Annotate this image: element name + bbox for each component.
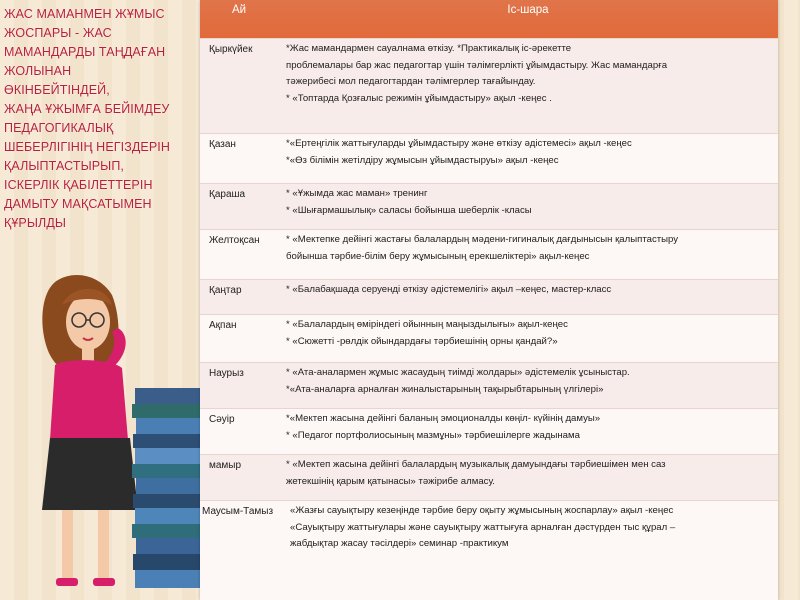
teacher-with-books-illustration <box>0 260 205 600</box>
activity-cell <box>278 134 778 183</box>
activity-line: жабдықтар жасау тәсілдері» семинар -практикум <box>290 538 509 549</box>
page-title <box>0 0 200 233</box>
month-cell: Қаңтар <box>209 285 242 296</box>
table-row <box>200 229 778 279</box>
title-line: ЖАҢА ҰЖЫМҒА БЕЙІМДЕУ <box>4 102 170 116</box>
activity-line: * «Топтарда Қозғалыс режимін ұйымдастыру» ақыл -кеңес . <box>286 92 552 104</box>
table-row <box>200 500 778 600</box>
title-line: ПЕДАГОГИКАЛЫҚ <box>4 121 114 135</box>
activity-cell <box>288 501 778 600</box>
month-cell: Желтоқсан <box>209 235 260 246</box>
title-line: ЖОЛЫНАН <box>4 64 72 78</box>
table-row <box>200 454 778 500</box>
activity-line: «Сауықтыру жаттығулары және сауықтыру жаттығуға арналған дәстүрден тыс құрал – <box>290 521 676 533</box>
activity-cell <box>278 39 778 133</box>
activity-cell <box>278 230 778 279</box>
title-line: ҚҰРЫЛДЫ <box>4 216 67 230</box>
activity-line: *Жас мамандармен сауалнама өткізу. *Практикалық іс-әрекетте <box>286 43 572 54</box>
activity-cell <box>278 409 778 454</box>
month-cell: Ақпан <box>209 320 237 331</box>
table-row <box>200 38 778 133</box>
month-cell: Қазан <box>209 139 236 150</box>
month-cell: мамыр <box>209 460 242 471</box>
activity-cell <box>278 184 778 229</box>
title-line: ШЕБЕРЛІГІНІҢ НЕГІЗДЕРІН <box>4 140 170 154</box>
activity-line: * «Мектепке дейінгі жастағы балалардың мәдени-гигиналық дағдынысын қалыптастыру <box>286 234 679 245</box>
month-cell: Қараша <box>209 189 246 200</box>
activity-line: *«Ата-аналарға арналған жиналыстарының тақырыбтарының үлгілері» <box>286 383 604 395</box>
title-line: ДАМЫТУ МАҚСАТЫМЕН <box>4 197 152 211</box>
activity-line: «Жазғы сауықтыру кезеңінде тәрбие беру оқыту жұмысының жоспарлау» ақыл -кеңес <box>290 505 674 516</box>
activity-cell <box>278 363 778 408</box>
table-row <box>200 314 778 362</box>
month-cell: Маусым-Тамыз <box>202 506 274 517</box>
table-row <box>200 362 778 408</box>
activity-line: бойынша тәрбие-білім беру жұмысының ерекшеліктері» ақыл-кеңес <box>286 250 590 262</box>
month-cell: Сәуір <box>209 414 235 425</box>
activity-cell <box>278 315 778 362</box>
activity-line: * «Ұжымда жас маман» тренинг <box>286 188 428 199</box>
table-row <box>200 279 778 314</box>
month-column-header: Ай <box>231 4 247 16</box>
plan-table <box>200 0 778 600</box>
activity-line: * «Мектеп жасына дейінгі балалардың музыкалық дамуындағы тәрбиешімен мен саз <box>286 459 666 470</box>
title-line: ІСКЕРЛІК ҚАБІЛЕТТЕРІН <box>4 178 153 192</box>
activity-line: * «Балабақшада серуенді өткізу әдістемелігі» ақыл –кеңес, мастер-класс <box>286 284 612 295</box>
activity-line: * «Сюжетті -рөлдік ойындардағы тәрбиешінің орны қандай?» <box>286 335 558 347</box>
activity-cell <box>278 280 778 314</box>
activity-line: проблемалары бар жас педагогтар үшін тәлімгерлікті ұйымдастыру. Жас мамандарға <box>286 59 668 71</box>
month-cell: Қыркүйек <box>209 44 253 55</box>
activity-line: * «Ата-аналармен жұмыс жасаудың тиімді жолдары» әдістемелік ұсыныстар. <box>286 367 630 378</box>
activity-line: *«Ертеңгілік жаттығуларды ұйымдастыру және өткізу әдістемесі» ақыл -кеңес <box>286 138 632 149</box>
activity-line: жетекшінің қарым қатынасы» тәжірибе алмасу. <box>286 475 495 487</box>
title-line: ӨКІНБЕЙТІНДЕЙ, <box>4 83 110 97</box>
activity-line: * «Балалардың өміріндегі ойынның маңыздылығы» ақыл-кеңес <box>286 319 568 330</box>
activity-line: тәжерибесі мол педагогтардан тәлімгерлер тағайындау. <box>286 76 536 87</box>
table-row <box>200 408 778 454</box>
activity-line: *«Өз білімін жетілдіру жұмысын ұйымдастыруы» ақыл -кеңес <box>286 154 559 166</box>
title-line: ЖАС МАМАНМЕН ЖҰМЫС <box>4 7 165 21</box>
activity-line: * «Педагог портфолиосының мазмұны» тәрбиешілерге жадынама <box>286 429 580 441</box>
title-line: МАМАНДАРДЫ ТАҢДАҒАН <box>4 45 166 59</box>
book-stack <box>132 388 204 588</box>
title-line: ЖОСПАРЫ - ЖАС <box>4 26 112 40</box>
table-header <box>200 0 778 38</box>
title-line: ҚАЛЫПТАСТЫРЫП, <box>4 159 125 173</box>
month-cell: Наурыз <box>209 368 244 379</box>
activity-column-header: Іс-шара <box>507 4 549 16</box>
table-row <box>200 133 778 183</box>
activity-line: *«Мектеп жасына дейінгі баланың эмоционалды көңіл- күйінің дамуы» <box>286 413 601 424</box>
activity-cell <box>278 455 778 500</box>
activity-line: * «Шығармашылық» саласы бойынша шеберлік -класы <box>286 204 532 216</box>
table-row <box>200 183 778 229</box>
